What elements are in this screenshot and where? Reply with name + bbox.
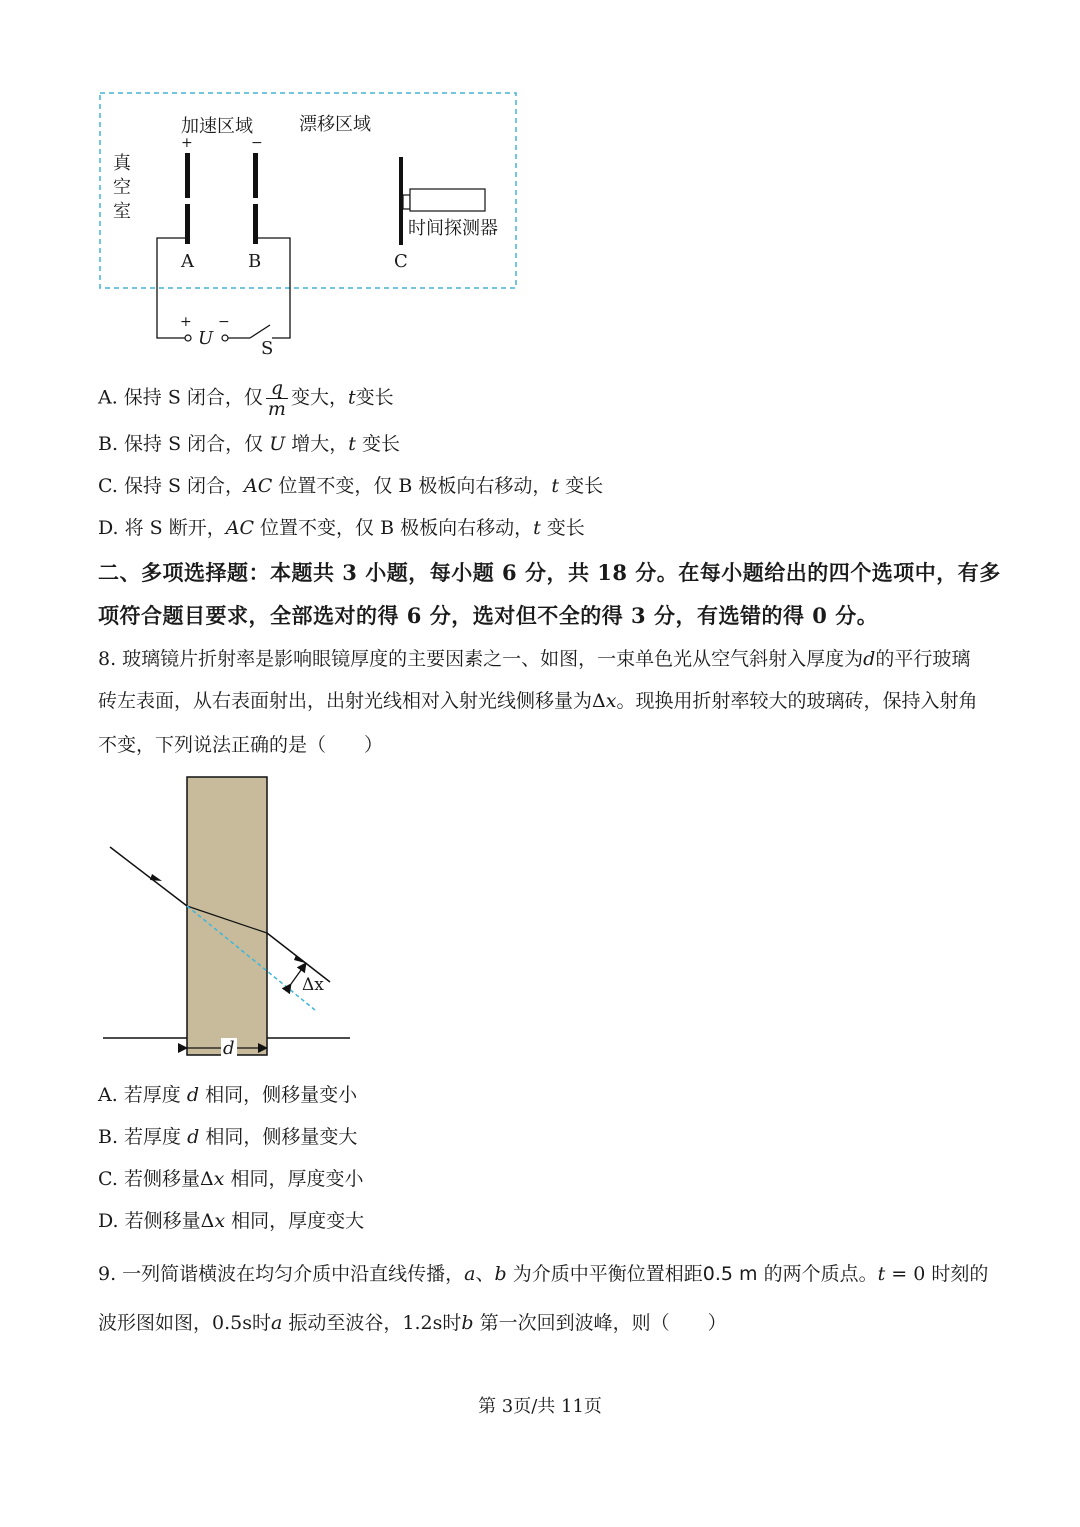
- detector-mount: [403, 195, 410, 209]
- q8-option-b-var: d: [187, 1126, 200, 1148]
- q7-option-a: [98, 378, 394, 419]
- q9-line1-a: 9. 一列简谐横波在均匀介质中沿直线传播，: [98, 1263, 465, 1285]
- d-label: d: [223, 1038, 235, 1059]
- q7-option-d-var1: AC: [225, 517, 254, 539]
- q-over-m-fraction: [266, 378, 288, 419]
- q9-time-2: 1.2s: [402, 1312, 443, 1334]
- fraction-denominator: m: [267, 398, 286, 420]
- q8-line1-a: 8. 玻璃镜片折射率是影响眼镜厚度的主要因素之一、如图，一束单色光从空气斜射入厚度为: [98, 648, 864, 670]
- q8-option-c-var: x: [213, 1168, 225, 1190]
- glass-slab-drawing: [0, 760, 380, 1070]
- incident-ray-arrow: [150, 874, 162, 881]
- q7-option-d: [98, 515, 585, 541]
- q7-option-b-end: 变长: [361, 433, 400, 455]
- terminal-minus: [222, 335, 228, 341]
- vacuum-chamber-label: 真空室: [113, 153, 131, 222]
- circuit-drawing: [0, 0, 560, 370]
- switch-blade: [250, 325, 270, 338]
- q9-line1-b: 为介质中平衡位置相距: [512, 1263, 703, 1285]
- q9-line1-c: 的两个质点。: [763, 1263, 878, 1285]
- q9-time-var: t: [877, 1263, 886, 1285]
- q7-option-a-prefix: A. 保持 S 闭合，仅: [98, 386, 263, 409]
- fraction-numerator: q: [266, 378, 288, 399]
- q8-option-b-prefix: B. 若厚度: [98, 1126, 182, 1148]
- q8-stem-line2: [98, 686, 977, 713]
- q8-option-d-var: x: [214, 1210, 226, 1232]
- plate-b-label: B: [248, 251, 262, 272]
- plate-b-polarity: −: [251, 135, 263, 151]
- q8-line1-b: 的平行玻璃: [875, 648, 971, 670]
- detector-body: [410, 189, 485, 211]
- q8-stem-line3: 不变，下列说法正确的是（ ）: [98, 734, 384, 756]
- q7-option-c-mid: 位置不变，仅 B 极板向右移动，: [278, 475, 552, 497]
- q7-option-a-end: 变长: [355, 386, 394, 409]
- q8-line1-var: d: [863, 648, 876, 670]
- page-number: 第 3页/共 11页: [478, 1396, 602, 1417]
- q9-var-a2: a: [271, 1312, 283, 1334]
- emergent-ray-arrow: [294, 955, 305, 963]
- q9-line2-e: 第一次回到波峰，则（ ）: [479, 1312, 727, 1334]
- q9-line2-d: 时: [442, 1312, 462, 1334]
- q7-option-b: [98, 431, 400, 457]
- q7-option-b-var1: U: [269, 433, 286, 455]
- q8-option-a-prefix: A. 若厚度: [98, 1084, 181, 1106]
- q7-option-d-end: 变长: [546, 517, 585, 539]
- q8-option-c-prefix: C. 若侧移量Δ: [98, 1168, 214, 1190]
- q8-option-d-suffix: 相同，厚度变大: [231, 1210, 365, 1232]
- q7-option-a-var: t: [347, 386, 356, 409]
- q9-stem-line1: [98, 1259, 988, 1286]
- terminal-plus: [185, 335, 191, 341]
- q9-line2-c: 振动至波谷，: [288, 1312, 403, 1334]
- q9-time-1: 0.5s: [212, 1312, 252, 1334]
- plate-c: [399, 157, 403, 245]
- plate-a-upper: [185, 153, 190, 198]
- q7-option-c-var2: t: [551, 475, 560, 497]
- q9-time-rest: = 0 时刻的: [885, 1263, 989, 1285]
- q8-line2-var: x: [605, 690, 617, 712]
- q7-option-d-mid: 位置不变，仅 B 极板向右移动，: [260, 517, 534, 539]
- q7-option-c-var1: AC: [244, 475, 273, 497]
- q7-option-b-var2: t: [348, 433, 356, 455]
- q9-line2-b: 时: [251, 1312, 271, 1334]
- q9-distance: 0.5 m: [702, 1263, 758, 1285]
- plate-c-label: C: [394, 251, 408, 272]
- q8-option-d-prefix: D. 若侧移量Δ: [98, 1210, 215, 1232]
- q7-option-c: [98, 473, 603, 499]
- q8-line2-b: 。现换用折射率较大的玻璃砖，保持入射角: [616, 690, 978, 712]
- q9-line2-a: 波形图如图，: [98, 1312, 213, 1334]
- q7-option-d-var2: t: [533, 517, 541, 539]
- q8-stem-line1: [98, 644, 970, 671]
- q7-option-b-mid: 增大，: [291, 433, 349, 455]
- section-2-heading-line1: 二、多项选择题：本题共 3 小题，每小题 6 分，共 18 分。在每小题给出的四个选项中，有多: [98, 560, 1001, 585]
- q8-option-a-suffix: 相同，侧移量变小: [205, 1084, 358, 1106]
- section-2-heading-line2: 项符合题目要求，全部选对的得 6 分，选对但不全的得 3 分，有选错的得 0 分。: [98, 603, 879, 628]
- q7-option-a-suffix: 变大，: [290, 386, 348, 409]
- detector-label: 时间探测器: [408, 218, 498, 239]
- q8-option-c: [98, 1166, 363, 1192]
- plate-b-upper: [253, 153, 258, 198]
- q7-option-d-prefix: D. 将 S 断开，: [98, 517, 226, 539]
- q7-option-c-prefix: C. 保持 S 闭合，: [98, 475, 245, 497]
- voltage-label: U: [198, 328, 214, 349]
- q9-var-b2: b: [461, 1312, 474, 1334]
- incident-ray: [110, 847, 187, 906]
- source-plus-label: +: [180, 314, 192, 330]
- q9-sep: 、: [475, 1263, 495, 1285]
- delta-x-label: Δx: [302, 975, 324, 995]
- source-minus-label: −: [218, 314, 230, 330]
- q8-option-a-var: d: [186, 1084, 200, 1106]
- q8-option-b-suffix: 相同，侧移量变大: [205, 1126, 358, 1148]
- plate-a-polarity: +: [181, 135, 193, 151]
- q8-option-b: [98, 1124, 357, 1150]
- q7-option-c-end: 变长: [565, 475, 604, 497]
- acceleration-region-label: 加速区域: [181, 116, 253, 137]
- plate-a-label: A: [181, 251, 194, 272]
- q7-option-b-prefix: B. 保持 S 闭合，仅: [98, 433, 264, 455]
- q8-option-d: [98, 1208, 364, 1234]
- q9-var-a: a: [464, 1263, 476, 1285]
- q8-line2-a: 砖左表面，从右表面射出，出射光线相对入射光线侧移量为Δ: [98, 690, 606, 712]
- drift-region-label: 漂移区域: [299, 114, 371, 135]
- q8-option-c-suffix: 相同，厚度变小: [230, 1168, 364, 1190]
- switch-label: S: [261, 338, 274, 359]
- q9-var-b: b: [494, 1263, 507, 1285]
- q9-stem-line2: [98, 1308, 727, 1335]
- q8-option-a: [98, 1082, 357, 1108]
